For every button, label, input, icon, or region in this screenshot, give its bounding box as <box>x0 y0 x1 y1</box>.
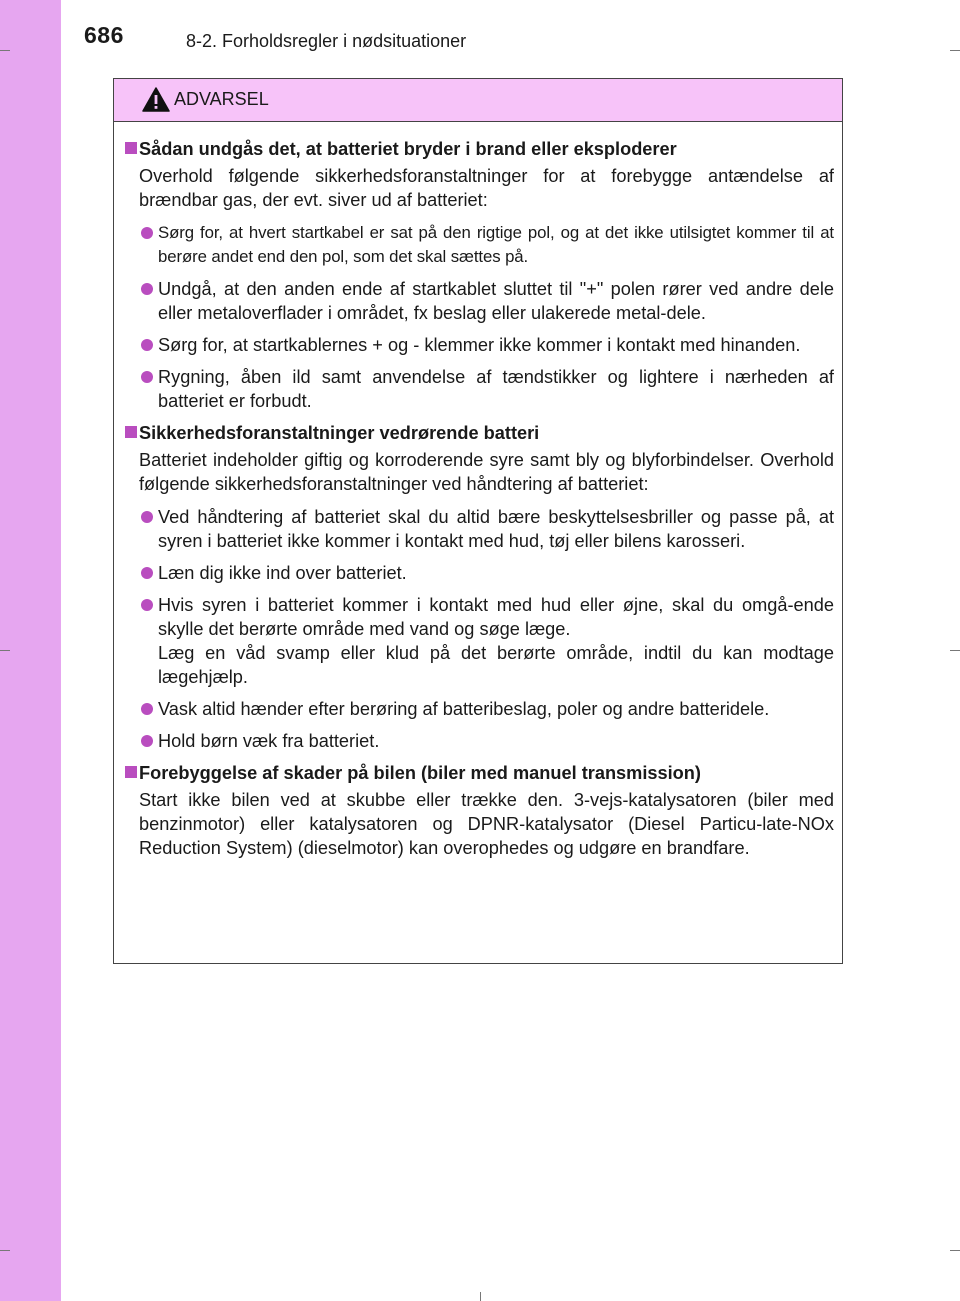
square-bullet-icon <box>125 142 137 154</box>
square-bullet-icon <box>125 426 137 438</box>
list-item: Læn dig ikke ind over batteriet. <box>124 561 834 585</box>
round-bullet-icon <box>141 735 153 747</box>
round-bullet-icon <box>141 227 153 239</box>
list-item: Undgå, at den anden ende af startkablet sluttet til "+" polen rører ved andre dele eller metaloverflader i området, fx beslag eller ulakerede metal-dele. <box>124 277 834 325</box>
warning-header <box>114 79 842 122</box>
crop-mark <box>480 1292 481 1301</box>
warning-triangle-icon <box>142 87 170 112</box>
round-bullet-icon <box>141 599 153 611</box>
page-number: 686 <box>84 22 124 48</box>
crop-mark <box>950 1250 960 1251</box>
warning-content <box>114 122 842 963</box>
section-heading: Sikkerhedsforanstaltninger vedrørende batteri <box>124 421 834 445</box>
section-title: 8-2. Forholdsregler i nødsituationer <box>186 31 467 51</box>
warning-label: ADVARSEL <box>174 89 269 109</box>
crop-mark <box>950 50 960 51</box>
square-bullet-icon <box>125 766 137 778</box>
round-bullet-icon <box>141 283 153 295</box>
section-heading: Sådan undgås det, at batteriet bryder i brand eller eksploderer <box>124 137 834 161</box>
crop-mark <box>0 1250 10 1251</box>
list-item: Sørg for, at hvert startkabel er sat på den rigtige pol, og at det ikke utilsigtet kommer til at berøre andet end den pol, som det skal sættes på. <box>124 221 834 269</box>
list-item: Vask altid hænder efter berøring af batteribeslag, poler og andre batteridele. <box>124 697 834 721</box>
list-item: Sørg for, at startkablernes + og - klemmer ikke kommer i kontakt med hinanden. <box>124 333 834 357</box>
warning-box <box>113 78 843 964</box>
list-item-extra: Læg en våd svamp eller klud på det berørte område, indtil du kan modtage lægehjælp. <box>158 643 834 687</box>
crop-mark <box>0 50 10 51</box>
section-heading: Forebyggelse af skader på bilen (biler med manuel transmission) <box>124 761 834 785</box>
round-bullet-icon <box>141 339 153 351</box>
section-intro: Start ikke bilen ved at skubbe eller trække den. 3-vejs-katalysatoren (biler med benzinmotor) eller katalysatoren og DPNR-katalysator (Diesel Particu-late-NOx Reduction System) (dieselmotor) kan overophedes og udgøre en brandfare. <box>139 790 834 858</box>
list-item: Hvis syren i batteriet kommer i kontakt med hud eller øjne, skal du omgå-ende skylle det berørte område med vand og søge læge. Læg en våd svamp eller klud på det berørte område, indtil du kan modtage lægehjælp. <box>124 593 834 689</box>
round-bullet-icon <box>141 371 153 383</box>
list-item: Ved håndtering af batteriet skal du altid bære beskyttelsesbriller og passe på, at syren i batteriet ikke kommer i kontakt med hud, tøj eller bilens karosseri. <box>124 505 834 553</box>
round-bullet-icon <box>141 703 153 715</box>
list-item: Hold børn væk fra batteriet. <box>124 729 834 753</box>
round-bullet-icon <box>141 511 153 523</box>
list-item: Rygning, åben ild samt anvendelse af tændstikker og lightere i nærheden af batteriet er forbudt. <box>124 365 834 413</box>
crop-mark <box>0 650 10 651</box>
section-intro: Overhold følgende sikkerhedsforanstaltninger for at forebygge antændelse af brændbar gas, der evt. siver ud af batteriet: <box>139 166 834 210</box>
crop-mark <box>950 650 960 651</box>
round-bullet-icon <box>141 567 153 579</box>
section-intro: Batteriet indeholder giftig og korroderende syre samt bly og blyforbindelser. Overhold følgende sikkerhedsforanstaltninger ved håndtering af batteriet: <box>139 450 834 494</box>
